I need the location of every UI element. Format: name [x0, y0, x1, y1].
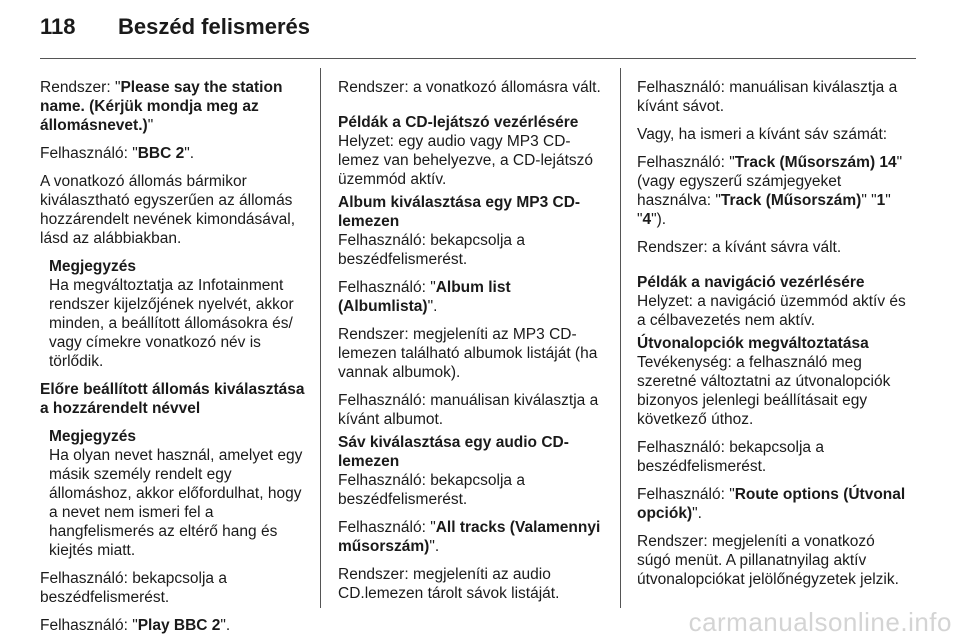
paragraph: Felhasználó: manuálisan kiválasztja a kívánt albumot.: [338, 392, 599, 428]
note-text: Ha megváltoztatja az Infotainment rendszer kijelzőjének nyelvét, akkor minden, a beállított állomásokra és/ vagy címekre vonatkozó név is törlődik.: [49, 277, 294, 370]
paragraph: Rendszer: "Please say the station name. (Kérjük mondja meg az állomásnevet.)": [40, 79, 283, 134]
note-box: [40, 427, 310, 560]
column-2: [338, 78, 608, 612]
note-box: [40, 257, 310, 371]
note-text: Ha olyan nevet használ, amelyet egy másik személy rendelt egy állomáshoz, akkor előfordulhat, hogy a nevet nem ismeri fel a hangfelismerés az eltérő hang és kiejtés miatt.: [49, 447, 303, 559]
note-title: Megjegyzés: [49, 258, 137, 275]
paragraph: Rendszer: megjeleníti az MP3 CD-lemezen található albumok listáját (ha vannak albumok).: [338, 326, 598, 381]
paragraph: Rendszer: a kívánt sávra vált.: [637, 239, 842, 256]
paragraph: Vagy, ha ismeri a kívánt sáv számát:: [637, 126, 888, 143]
paragraph: Rendszer: megjeleníti az audio CD.lemezen tárolt sávok listáját.: [338, 566, 560, 602]
paragraph: Felhasználó: "Track (Műsorszám) 14" (vagy egyszerű számjegyeket használva: "Track (Műsorszám)" "1" "4").: [637, 154, 903, 228]
section-heading: Útvonalopciók megváltoztatása: [637, 335, 869, 352]
column-1: [40, 78, 310, 644]
paragraph: Felhasználó: bekapcsolja a beszédfelismerést.: [338, 232, 525, 268]
paragraph: Helyzet: a navigáció üzemmód aktív és a célbavezetés nem aktív.: [637, 293, 906, 329]
paragraph: Felhasználó: "All tracks (Valamennyi műsorszám)".: [338, 519, 601, 555]
paragraph: Felhasználó: "Route options (Útvonal opciók)".: [637, 486, 906, 522]
header-rule: [40, 58, 916, 59]
watermark: carmanualsonline.info: [688, 607, 952, 637]
column-divider: [620, 68, 621, 608]
paragraph: Felhasználó: "Album list (Albumlista)".: [338, 279, 511, 315]
paragraph: Felhasználó: manuálisan kiválasztja a kívánt sávot.: [637, 79, 898, 115]
paragraph: Rendszer: a vonatkozó állomásra vált.: [338, 79, 601, 96]
paragraph: Felhasználó: "BBC 2".: [40, 145, 195, 162]
paragraph: Helyzet: egy audio vagy MP3 CD-lemez van behelyezve, a CD-lejátszó üzemmód aktív.: [338, 133, 594, 188]
section-heading: Példák a CD-lejátszó vezérlésére: [338, 114, 579, 131]
column-divider: [320, 68, 321, 608]
page-header: [40, 14, 920, 58]
paragraph: Tevékenység: a felhasználó meg szeretné változtatni az útvonalopciók bizonyos jelenlegi beállításait egy következő úthoz.: [637, 354, 891, 428]
section-heading: Sáv kiválasztása egy audio CD-lemezen: [338, 434, 569, 470]
paragraph: Rendszer: megjeleníti a vonatkozó súgó menüt. A pillanatnyilag aktív útvonalopciókat jelölőnégyzetek jelzik.: [637, 533, 899, 588]
paragraph: Felhasználó: bekapcsolja a beszédfelismerést.: [338, 472, 525, 508]
page-number: 118: [40, 14, 76, 39]
column-3: [637, 78, 909, 598]
page-title: Beszéd felismerés: [118, 14, 310, 39]
section-heading: Példák a navigáció vezérlésére: [637, 274, 865, 291]
note-title: Megjegyzés: [49, 428, 137, 445]
section-heading: Előre beállított állomás kiválasztása a hozzárendelt névvel: [40, 381, 305, 417]
paragraph: A vonatkozó állomás bármikor kiválasztható egyszerűen az állomás hozzárendelt nevének kimondásával, lásd az alábbiakban.: [40, 173, 296, 247]
paragraph: Felhasználó: "Play BBC 2".: [40, 617, 231, 634]
paragraph: Felhasználó: bekapcsolja a beszédfelismerést.: [40, 570, 227, 606]
section-heading: Album kiválasztása egy MP3 CD-lemezen: [338, 194, 581, 230]
paragraph: Felhasználó: bekapcsolja a beszédfelismerést.: [637, 439, 824, 475]
